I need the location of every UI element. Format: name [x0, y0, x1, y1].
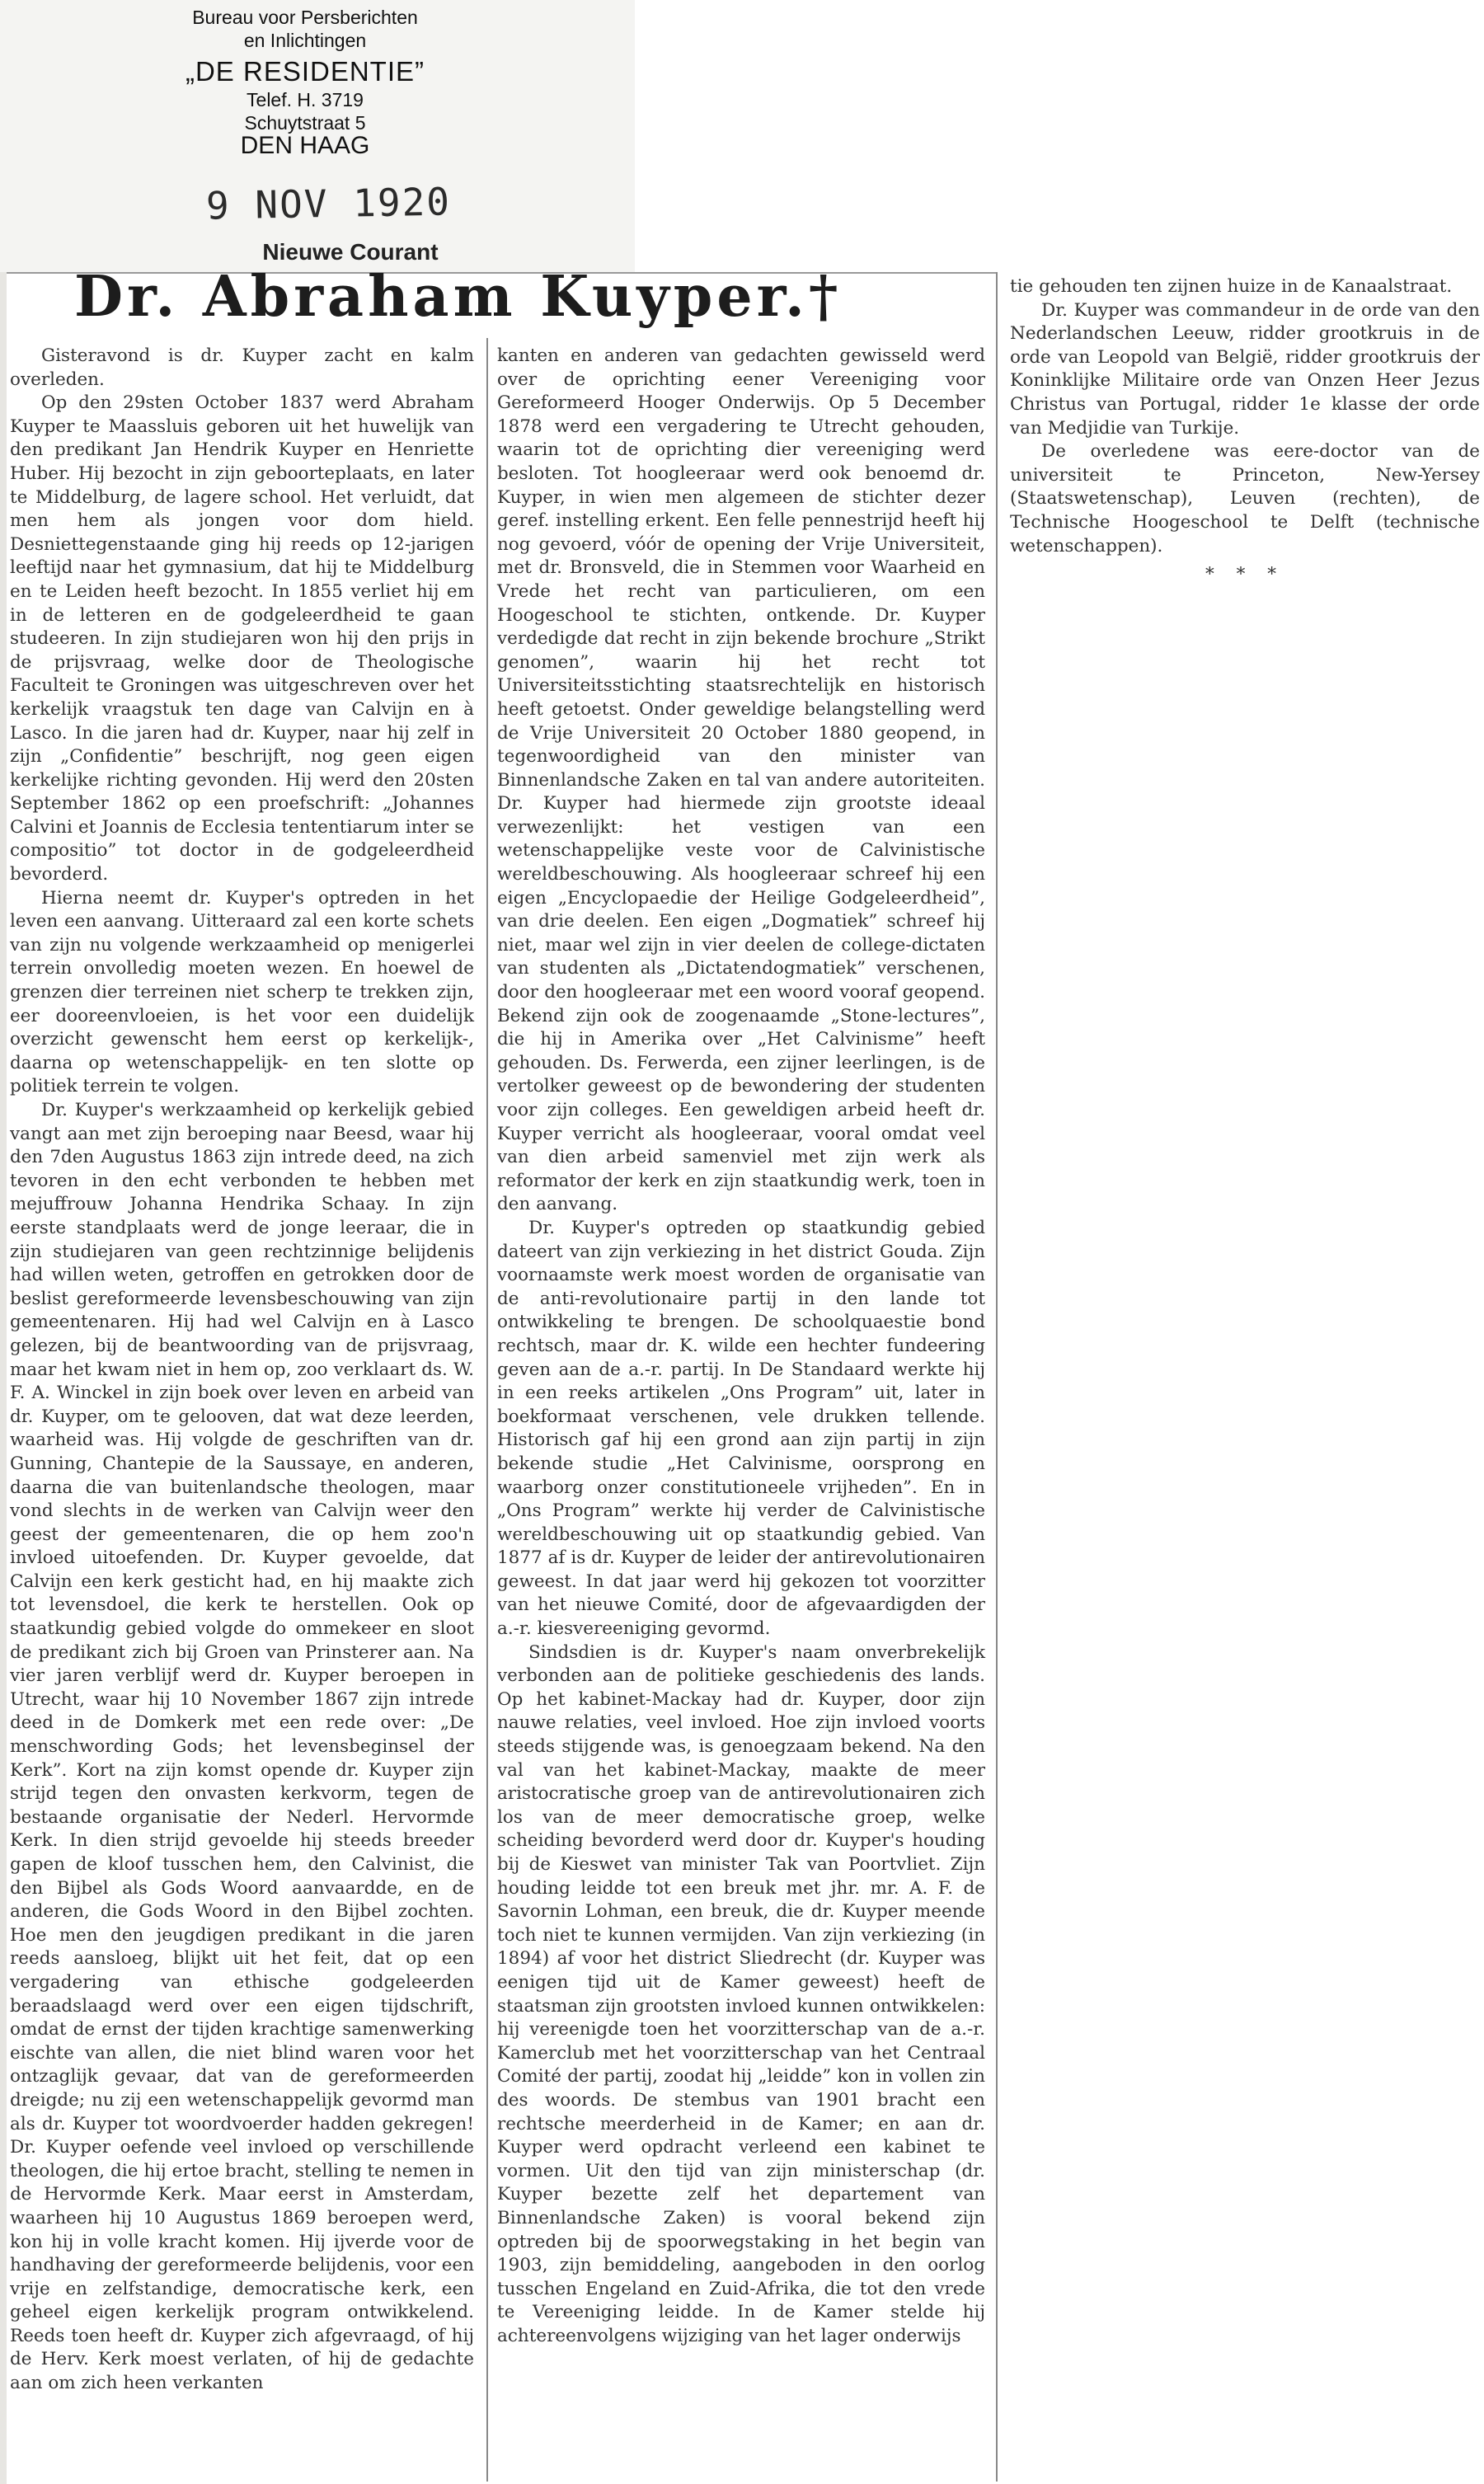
article-column-3	[1010, 275, 1480, 585]
article-column-1	[10, 345, 474, 2480]
paragraph: Sindsdien is dr. Kuyper's naam onverbrekelijk verbonden aan de politieke geschiedenis des lands. Op het kabinet-Mackay had dr. Kuyper, door zijn nauwe relaties, veel invloed. Hoe zijn invloed voorts steeds stijgende was, is genoegzaam bekend. Na den val van het kabinet-Mackay, maakte de meer aristocratische groep van de antirevolutionairen zich los van de meer democratische groep, welke scheiding bevorderd werd door dr. Kuyper's houding bij de Kieswet van minister Tak van Poortvliet. Zijn houding leidde tot een breuk met jhr. mr. A. F. de Savornin Lohman, een breuk, die dr. Kuyper meende toch niet te kunnen vermijden. Van zijn verkiezing (in 1894) af voor het district Sliedrecht (dr. Kuyper was eenigen tijd uit de Kamer geweest) heeft de staatsman zijn grootsten invloed kunnen ontwikkelen: hij vereenigde toen het voorzitterschap van de a.-r. Kamerclub met het voorzitterschap van het Centraal Comité der partij, zoodat hij „leidde” kon in vollen zin des woords. De stembus van 1901 bracht een rechtsche meerderheid in de Kamer; en aan dr. Kuyper werd opdracht verleend een kabinet te vormen. Uit den tijd van zijn ministerschap (dr. Kuyper bezette zelf het departement van Binnenlandsche Zaken) is vooral bekend zijn optreden bij de spoorwegstaking in het begin van 1903, zijn bemiddeling, aangeboden in den oorlog tusschen Engeland en Zuid-Afrika, die tot den vrede te Vereeniging leidde. In de Kamer stelde hij achtereenvolgens wijziging van het lager onderwijs	[497, 1641, 985, 2346]
paragraph: kanten en anderen van gedachten gewisseld werd over de oprichting eener Vereeniging voor Gereformeerd Hooger Onderwijs. Op 5 December 1878 werd een vergadering te Utrecht gehouden, waarin tot de oprichting dier vereeniging werd besloten. Tot hoogleeraar werd ook benoemd dr. Kuyper, in wien men algemeen de stichter dezer geref. instelling erkent. Een felle pennestrijd heeft hij nog gevoerd, vóór de opening der Vrije Universiteit, met dr. Bronsveld, die in Stemmen voor Waarheid en Vrede het recht van particulieren, om een Hoogeschool te stichten, ontkende. Dr. Kuyper verdedigde dat recht in zijn bekende brochure „Strikt genomen”, waarin hij het recht tot Universiteitsstichting staatsrechtelijk en historisch heeft getoetst. Onder geweldige belangstelling werd de Vrije Universiteit 20 October 1880 geopend, in tegenwoordigheid van den minister van Binnenlandsche Zaken en tal van andere autoriteiten. Dr. Kuyper had hiermede zijn grootste ideaal verwezenlijkt: het vestigen van een wetenschappelijke veste voor de Calvinistische wereldbeschouwing. Als hoogleeraar schreef hij een eigen „Encyclopaedie der Heilige Godgeleerdheid”, van drie deelen. Een eigen „Dogmatiek” schreef hij niet, maar wel zijn in vier deelen de college-dictaten van studenten als „Dictatendogmatiek” verschenen, door den hoogleeraar met een woord vooraf geopend. Bekend zijn ook de zoogenaamde „Stone-lectures”, die hij in Amerika over „Het Calvinisme” heeft gehouden. Ds. Ferwerda, een zijner leerlingen, is de vertolker geweest op de bewondering der studenten voor zijn colleges. Een geweldigen arbeid heeft dr. Kuyper verricht als hoogleeraar, vooral omdat veel van dien arbeid samenviel met zijn werk als reformator der kerk en zijn staatkundig werk, toen in den aanvang.	[497, 345, 985, 1215]
paragraph: tie gehouden ten zijnen huize in de Kanaalstraat.	[1010, 276, 1453, 297]
paragraph: Gisteravond is dr. Kuyper zacht en kalm overleden.	[10, 345, 474, 390]
newspaper-name: Nieuwe Courant	[262, 239, 439, 265]
column-rule-1	[486, 338, 488, 2482]
paragraph: Dr. Kuyper's optreden op staatkundig gebied dateert van zijn verkiezing in het district Gouda. Zijn voornaamste werk moest worden de organisatie van de anti-revolutionaire partij in den lande tot ontwikkeling te brengen. De schoolquaestie bond rechtsch, maar dr. K. wilde een hechter fundeering geven aan de a.-r. partij. In De Standaard werkte hij in een reeks artikelen „Ons Program” uit, later in boekformaat verschenen, vele drukken tellende. Historisch gaf hij een grond aan zijn partij in zijn bekende studie „Het Calvinisme, oorsprong en waarborg onzer constitutioneele vrijheden”. En in „Ons Program” werkte hij verder de Calvinistische wereldbeschouwing uit op staatkundig gebied. Van 1877 af is dr. Kuyper de leider der antirevolutionairen geweest. In dat jaar werd hij gekozen tot voorzitter van het nieuwe Comité, door de afgevaardigden der a.-r. kiesvereeniging gevormd.	[497, 1217, 985, 1640]
stamp-bureau-name: „DE RESIDENTIE”	[185, 56, 425, 87]
paragraph: Dr. Kuyper's werkzaamheid op kerkelijk gebied vangt aan met zijn beroeping naar Beesd, waar hij den 7den Augustus 1863 zijn intrede deed, na zich tevoren in den echt verbonden te hebben met mejuffrouw Johanna Hendrika Schaay. In zijn eerste standplaats werd de jonge leeraar, die in zijn studiejaren van geen rechtzinnige belijdenis had willen weten, getroffen en getrokken door de beslist gereformeerde levensbeschouwing van zijn gemeentenaren. Hij had wel Calvijn en à Lasco gelezen, bij de beantwoording van de prijsvraag, maar het kwam niet in hem op, zoo verklaart ds. W. F. A. Winckel in zijn boek over leven en arbeid van dr. Kuyper, om te gelooven, dat wat deze leerden, waarheid was. Hij volgde de geschriften van dr. Gunning, Chantepie de la Saussaye, en anderen, daarna die van buitenlandsche theologen, maar vond slechts in de werken van Calvijn weer den geest der gemeentenaren, die op hem zoo'n invloed uitoefenden. Dr. Kuyper gevoelde, dat Calvijn een kerk gesticht had, en hij maakte zich tot levensdoel, die kerk te herstellen. Ook op staatkundig gebied volgde do ommekeer en sloot de predikant zich bij Groen van Prinsterer aan. Na vier jaren verblijf werd dr. Kuyper beroepen in Utrecht, waar hij 10 November 1867 zijn intrede deed in de Domkerk met een rede over: „De menschwording Gods; het levensbeginsel der Kerk”. Kort na zijn komst opende dr. Kuyper zijn strijd tegen den onvasten kerkvorm, tegen de bestaande organisatie der Nederl. Hervormde Kerk. In dien strijd gevoelde hij steeds breeder gapen de kloof tusschen hem, den Calvinist, die den Bijbel als Gods Woord aanvaardde, en de anderen, die Gods Woord in den Bijbel zochten. Hoe men den jeugdigen predikant in die jaren reeds aansloeg, blijkt uit het feit, dat op een vergadering van ethische godgeleerden beraadslaagd werd over een eigen tijdschrift, omdat de ernst der tijden krachtige samenwerking eischte van allen, die niet blind waren voor het ontzaglijk gevaar, dat van de gereformeerden dreigde; nu zij een wetenschappelijk gevormd man als dr. Kuyper tot woordvoerder hadden gekregen! Dr. Kuyper oefende veel invloed op verschillende theologen, die hij ertoe bracht, stelling te nemen in de Hervormde Kerk. Maar eerst in Amsterdam, waarheen hij 10 Augustus 1869 beroepen werd, kon hij in volle kracht komen. Hij ijverde voor de handhaving der gereformeerde belijdenis, voor een vrije en zelfstandige, democratische kerk, een geheel eigen kerkelijk program ontwikkelend. Reeds toen heeft dr. Kuyper zich afgevraagd, of hij de Herv. Kerk moest verlaten, of hij de gedachte aan om zich heen verkanten	[10, 1100, 474, 2394]
press-bureau-stamp	[0, 0, 635, 272]
stamp-bureau-line1: Bureau voor Persberichten	[192, 7, 418, 28]
article-headline: Dr. Abraham Kuyper.†	[74, 264, 843, 330]
paragraph: Dr. Kuyper was commandeur in de orde van den Nederlandschen Leeuw, ridder grootkruis in de orde van Leopold van België, ridder grootkruis der Koninklijke Militaire orde van Onzen Heer Jezus Christus van Portugal, ridder 1e klasse der orde van Medjidie van Turkije.	[1010, 299, 1480, 439]
column-rule-2	[996, 272, 998, 2482]
clipping-edge	[0, 272, 7, 2484]
paragraph: De overledene was eere-doctor van de universiteit te Princeton, New-Yersey (Staatswetenschap), Leuven (rechten), de Technische Hoogeschool te Delft (technische wetenschappen).	[1010, 441, 1480, 556]
stamp-city: DEN HAAG	[240, 132, 370, 159]
end-mark: * * *	[1205, 564, 1284, 585]
stamp-street: Schuytstraat 5	[244, 112, 366, 134]
stamp-phone: Telef. H. 3719	[247, 89, 364, 110]
paragraph: Op den 29sten October 1837 werd Abraham Kuyper te Maassluis geboren uit het huwelijk van den predikant Jan Hendrik Kuyper en Henriette Huber. Hij bezocht in zijn geboorteplaats, en later te Middelburg, de lagere school. Het verluidt, dat men hem als jongen voor dom hield. Desniettegenstaande ging hij reeds op 12-jarigen leeftijd naar het gymnasium, dat hij te Middelburg en te Leiden heeft bezocht. In 1855 verliet hij em in de letteren en de godgeleerdheid te gaan studeeren. In zijn studiejaren won hij den prijs in de prijsvraag, welke door de Theologische Faculteit te Groningen was uitgeschreven over het kerkelijk vraagstuk ten dage van Calvijn en à Lasco. In die jaren had dr. Kuyper, naar hij zelf in zijn „Confidentie” beschrijft, nog geen eigen kerkelijke richting gevonden. Hij werd den 20sten September 1862 op een proefschrift: „Johannes Calvini et Joannis de Ecclesia tententiarum inter se compositio” tot doctor in de godgeleerdheid bevorderd.	[10, 392, 474, 885]
article-column-2	[497, 345, 985, 2480]
stamp-date: 9 NOV 1920	[205, 179, 452, 228]
paragraph: Hierna neemt dr. Kuyper's optreden in het leven een aanvang. Uitteraard zal een korte schets van zijn nu volgende werkzaamheid op menigerlei terrein onvolledig moeten wezen. En hoewel de grenzen dier terreinen niet scherp te trekken zijn, eer dooreenvloeien, is het voor een duidelijk overzicht gewenscht hem eerst op kerkelijk-, daarna op wetenschappelijk- en ten slotte op politiek terrein te volgen.	[10, 887, 474, 1097]
stamp-bureau-line2: en Inlichtingen	[243, 30, 367, 51]
